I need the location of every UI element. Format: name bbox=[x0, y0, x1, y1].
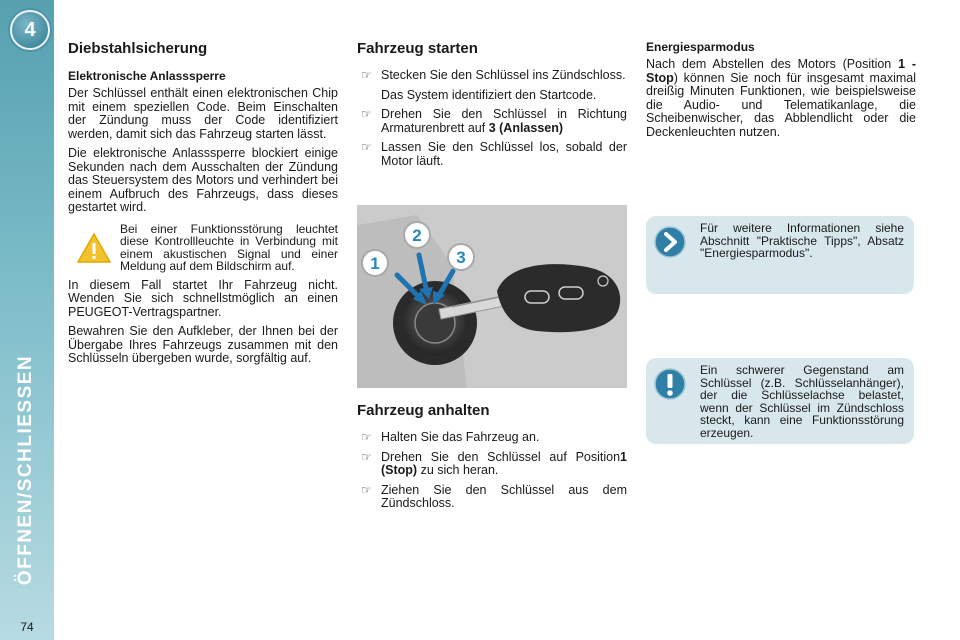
svg-text:2: 2 bbox=[412, 226, 422, 245]
start-step1-note: Das System identifiziert den Startcode. bbox=[381, 87, 597, 102]
chapter-title: ÖFFNEN/SCHLIESSEN bbox=[15, 354, 36, 586]
key-head bbox=[497, 264, 620, 332]
hand-pointer-icon: ☞ bbox=[361, 430, 372, 444]
heading-stop-vehicle: Fahrzeug anhalten bbox=[357, 402, 490, 419]
paragraph-dealer: In diesem Fall startet Ihr Fahrzeug nicht. Wenden Sie sich schnellstmöglich an einen PEUGEOT-Vertragspartner. bbox=[68, 277, 338, 319]
hand-pointer-icon: ☞ bbox=[361, 68, 372, 82]
column-starting bbox=[357, 40, 627, 510]
paragraph-immobiliser-1: Der Schlüssel enthält einen elektronischen Chip mit einem speziellen Code. Beim Einschalten der Zündung muss der Code identifiziert werden, damit sich das Fahrzeug starten lässt. bbox=[68, 86, 338, 141]
info-box-text: Für weitere Informationen siehe Abschnitt "Praktische Tipps", Absatz "Energiesparmodus". bbox=[700, 221, 904, 260]
ignition-key-illustration bbox=[357, 205, 627, 388]
subheading-energy-saving: Energiesparmodus bbox=[646, 40, 755, 54]
chapter-sidebar bbox=[0, 0, 54, 640]
hand-pointer-icon: ☞ bbox=[361, 107, 372, 121]
info-box-more-information bbox=[646, 216, 914, 294]
paragraph-energy-saving: Nach dem Abstellen des Motors (Position 1 - Stop) können Sie noch für insgesamt maximal dreißig Minuten Funktionen, wie beispielsweise die Audio- und Telematikanlage, die Scheibenwischer, das Abblendlicht oder die Deckenleuchten nutzen. bbox=[646, 57, 917, 139]
paragraph-immobiliser-2: Die elektronische Anlasssperre blockiert einige Sekunden nach dem Ausschalten der Zündung das Steuersystem des Motors und verhindert bei einem Aufbruch des Fahrzeugs, dass dieses gestartet wird. bbox=[68, 146, 338, 214]
position-label-2 bbox=[404, 222, 430, 248]
hand-pointer-icon: ☞ bbox=[361, 482, 372, 497]
column-energy-saving bbox=[646, 40, 916, 145]
subheading-immobiliser: Elektronische Anlasssperre bbox=[68, 69, 226, 83]
warning-text: Bei einer Funktionsstörung leuchtet diese Kontrollleuchte in Verbindung mit einem akustischen Signal und einer Meldung auf dem Bildschirm auf. bbox=[120, 221, 338, 273]
start-steps bbox=[357, 69, 627, 83]
warning-note bbox=[68, 223, 338, 273]
paragraph-sticker: Bewahren Sie den Aufkleber, der Ihnen bei der Übergabe Ihres Fahrzeugs zusammen mit den Schlüsseln übergeben wurde, sorgfältig auf. bbox=[68, 324, 338, 365]
caution-box-text: Ein schwerer Gegenstand am Schlüssel (z.B. Schlüsselanhänger), der die Schlüsselachse belastet, wenn der Schlüssel im Zündschloss steckt, kann eine Funktionsstörung erzeugen. bbox=[700, 363, 904, 440]
chapter-number-badge: 4 bbox=[10, 10, 50, 50]
position-label-3 bbox=[448, 244, 474, 270]
chevron-right-icon bbox=[654, 226, 686, 258]
start-steps-cont bbox=[357, 108, 627, 168]
position-label-1 bbox=[362, 250, 388, 276]
column-theft-protection bbox=[68, 40, 338, 372]
exclamation-icon bbox=[654, 368, 686, 400]
list-item: ☞ Stecken Sie den Schlüssel ins Zündschloss. bbox=[361, 68, 626, 82]
heading-theft-protection: Diebstahlsicherung bbox=[68, 40, 208, 57]
list-item: ☞ Drehen Sie den Schlüssel in Richtung Armaturenbrett auf 3 (Anlassen) bbox=[361, 107, 627, 135]
list-item: ☞ Ziehen Sie den Schlüssel aus dem Zündschloss. bbox=[361, 482, 627, 510]
list-item: ☞ Lassen Sie den Schlüssel los, sobald der Motor läuft. bbox=[361, 140, 627, 168]
heading-start-vehicle: Fahrzeug starten bbox=[357, 40, 478, 57]
hand-pointer-icon: ☞ bbox=[361, 449, 372, 464]
hand-pointer-icon: ☞ bbox=[361, 140, 372, 154]
list-item: ☞ Drehen Sie den Schlüssel auf Position1 (Stop) zu sich heran. bbox=[361, 449, 627, 477]
svg-text:3: 3 bbox=[456, 248, 466, 267]
section-stop-vehicle bbox=[357, 402, 627, 517]
caution-box-heavy-object bbox=[646, 358, 914, 444]
page-number: 74 bbox=[20, 620, 34, 634]
warning-triangle-icon bbox=[68, 223, 120, 273]
svg-text:1: 1 bbox=[370, 254, 380, 273]
list-item: ☞ Halten Sie das Fahrzeug an. bbox=[361, 430, 540, 444]
stop-steps bbox=[357, 431, 627, 511]
